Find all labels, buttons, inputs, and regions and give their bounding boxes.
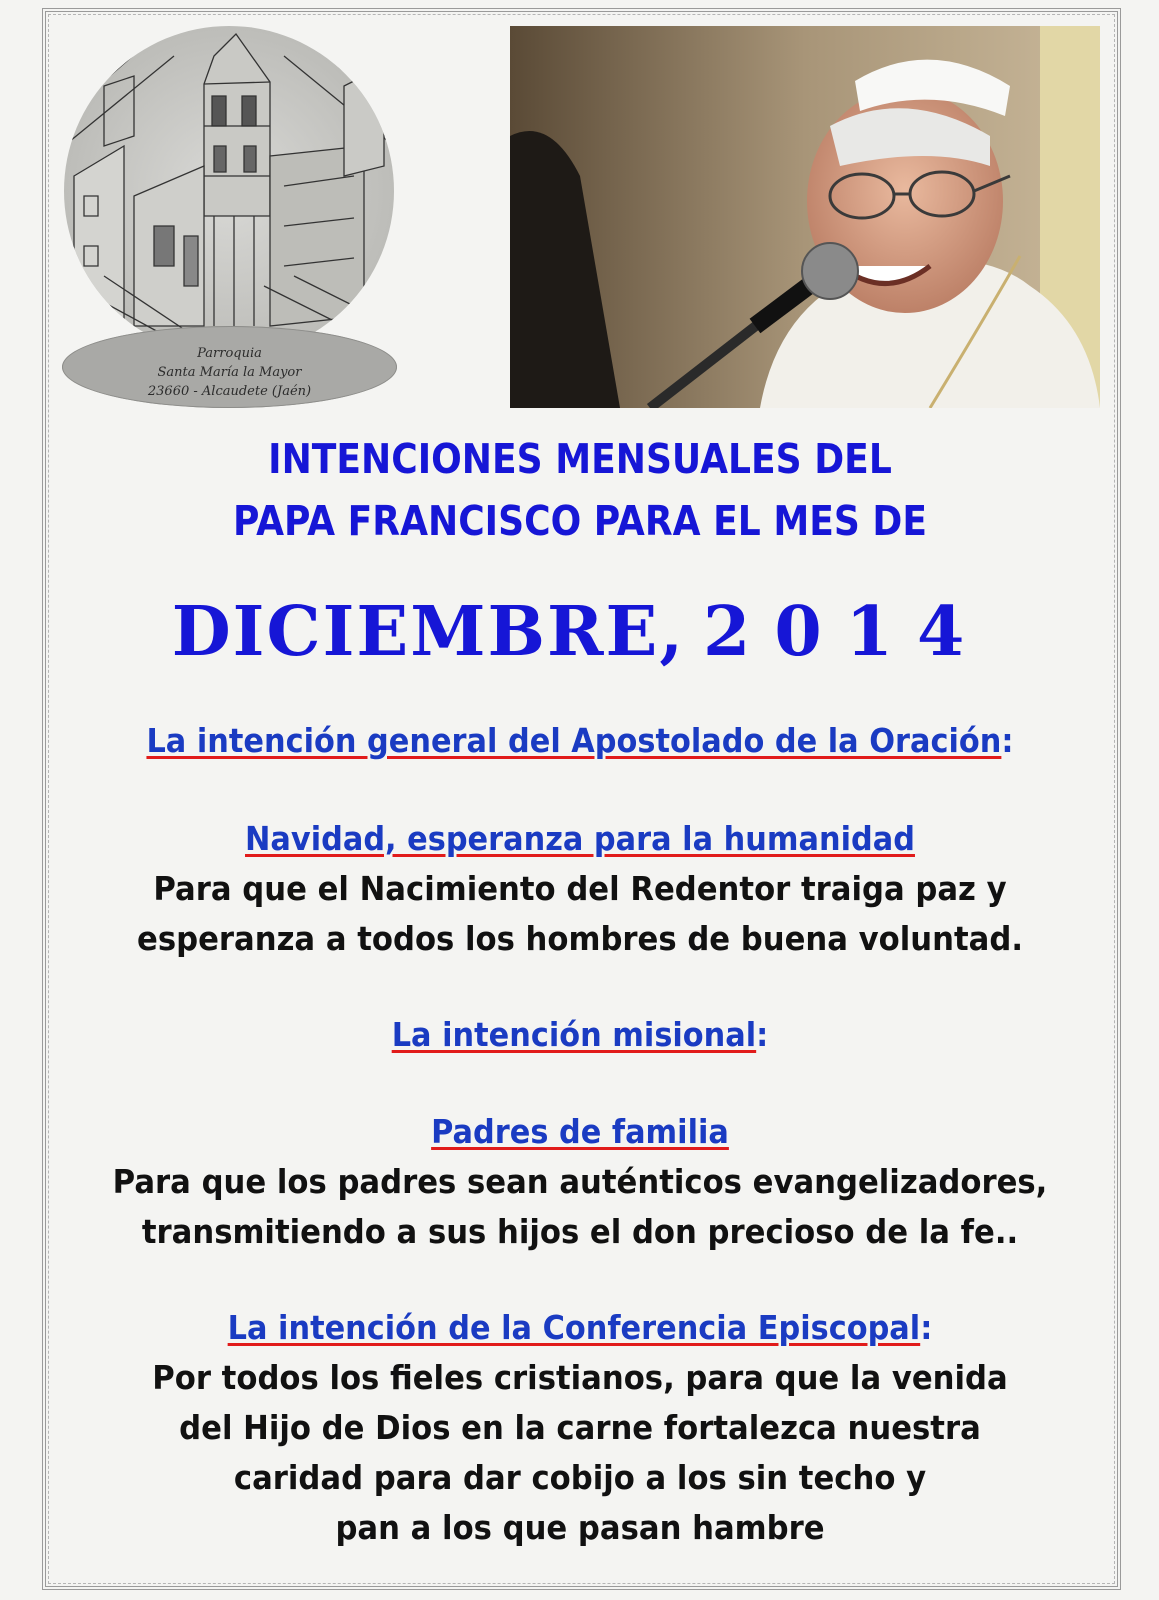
general-intention-text-line: esperanza a todos los hombres de buena voluntad. (137, 919, 1023, 958)
missionary-intention-colon: : (756, 1015, 769, 1054)
missionary-intention-body (48, 1107, 1112, 1257)
episcopal-intention-heading-text: La intención de la Conferencia Episcopal (227, 1308, 921, 1347)
missionary-intention-subtitle-text: Padres de familia (431, 1112, 729, 1151)
episcopal-intention-text-line: pan a los que pasan hambre (335, 1508, 825, 1547)
parish-logo (62, 26, 397, 408)
general-intention-heading (91, 716, 1070, 766)
episcopal-intention-text (85, 1353, 1075, 1553)
month-year-heading (60, 592, 1100, 672)
episcopal-intention-text-line: caridad para dar cobijo a los sin techo y (233, 1458, 927, 1497)
church-sketch-image (64, 26, 394, 356)
episcopal-intention-text-line: Por todos los fieles cristianos, para que la venida (152, 1358, 1008, 1397)
missionary-intention-subtitle (91, 1107, 1070, 1157)
episcopal-intention-section (48, 1303, 1112, 1553)
parish-name-line2: Santa María la Mayor (157, 365, 302, 380)
missionary-intention-heading (91, 1010, 1070, 1060)
general-intention-subtitle-text: Navidad, esperanza para la humanidad (245, 819, 915, 858)
general-intention-colon: : (1001, 721, 1014, 760)
title-block (122, 428, 1037, 552)
month-label: DICIEMBRE, (171, 592, 686, 672)
missionary-intention-heading-text: La intención misional (391, 1015, 757, 1054)
episcopal-intention-text-line: del Hijo de Dios en la carne fortalezca nuestra (179, 1408, 981, 1447)
episcopal-intention-colon: : (920, 1308, 933, 1347)
missionary-intention-text (85, 1157, 1075, 1257)
parish-address: 23660 - Alcaudete (Jaén) (147, 384, 312, 399)
pope-photo (510, 26, 1100, 408)
missionary-intention-text-line: transmitiendo a sus hijos el don precioso de la fe.. (141, 1212, 1019, 1251)
title-line2: PAPA FRANCISCO PARA EL MES DE (232, 497, 928, 545)
general-intention-body (48, 814, 1112, 964)
title-line1: INTENCIONES MENSUALES DEL (268, 435, 892, 483)
general-intention-text (85, 864, 1075, 964)
general-intention-section (48, 716, 1112, 766)
episcopal-intention-heading (91, 1303, 1070, 1353)
general-intention-subtitle (91, 814, 1070, 864)
parish-name-line1: Parroquia (197, 346, 262, 361)
missionary-intention-section (48, 1010, 1112, 1060)
missionary-intention-text-line: Para que los padres sean auténticos evangelizadores, (112, 1162, 1048, 1201)
year-label: 2014 (703, 592, 989, 672)
general-intention-text-line: Para que el Nacimiento del Redentor traiga paz y (153, 869, 1007, 908)
parish-seal (62, 326, 397, 408)
general-intention-heading-text: La intención general del Apostolado de la Oración (146, 721, 1002, 760)
